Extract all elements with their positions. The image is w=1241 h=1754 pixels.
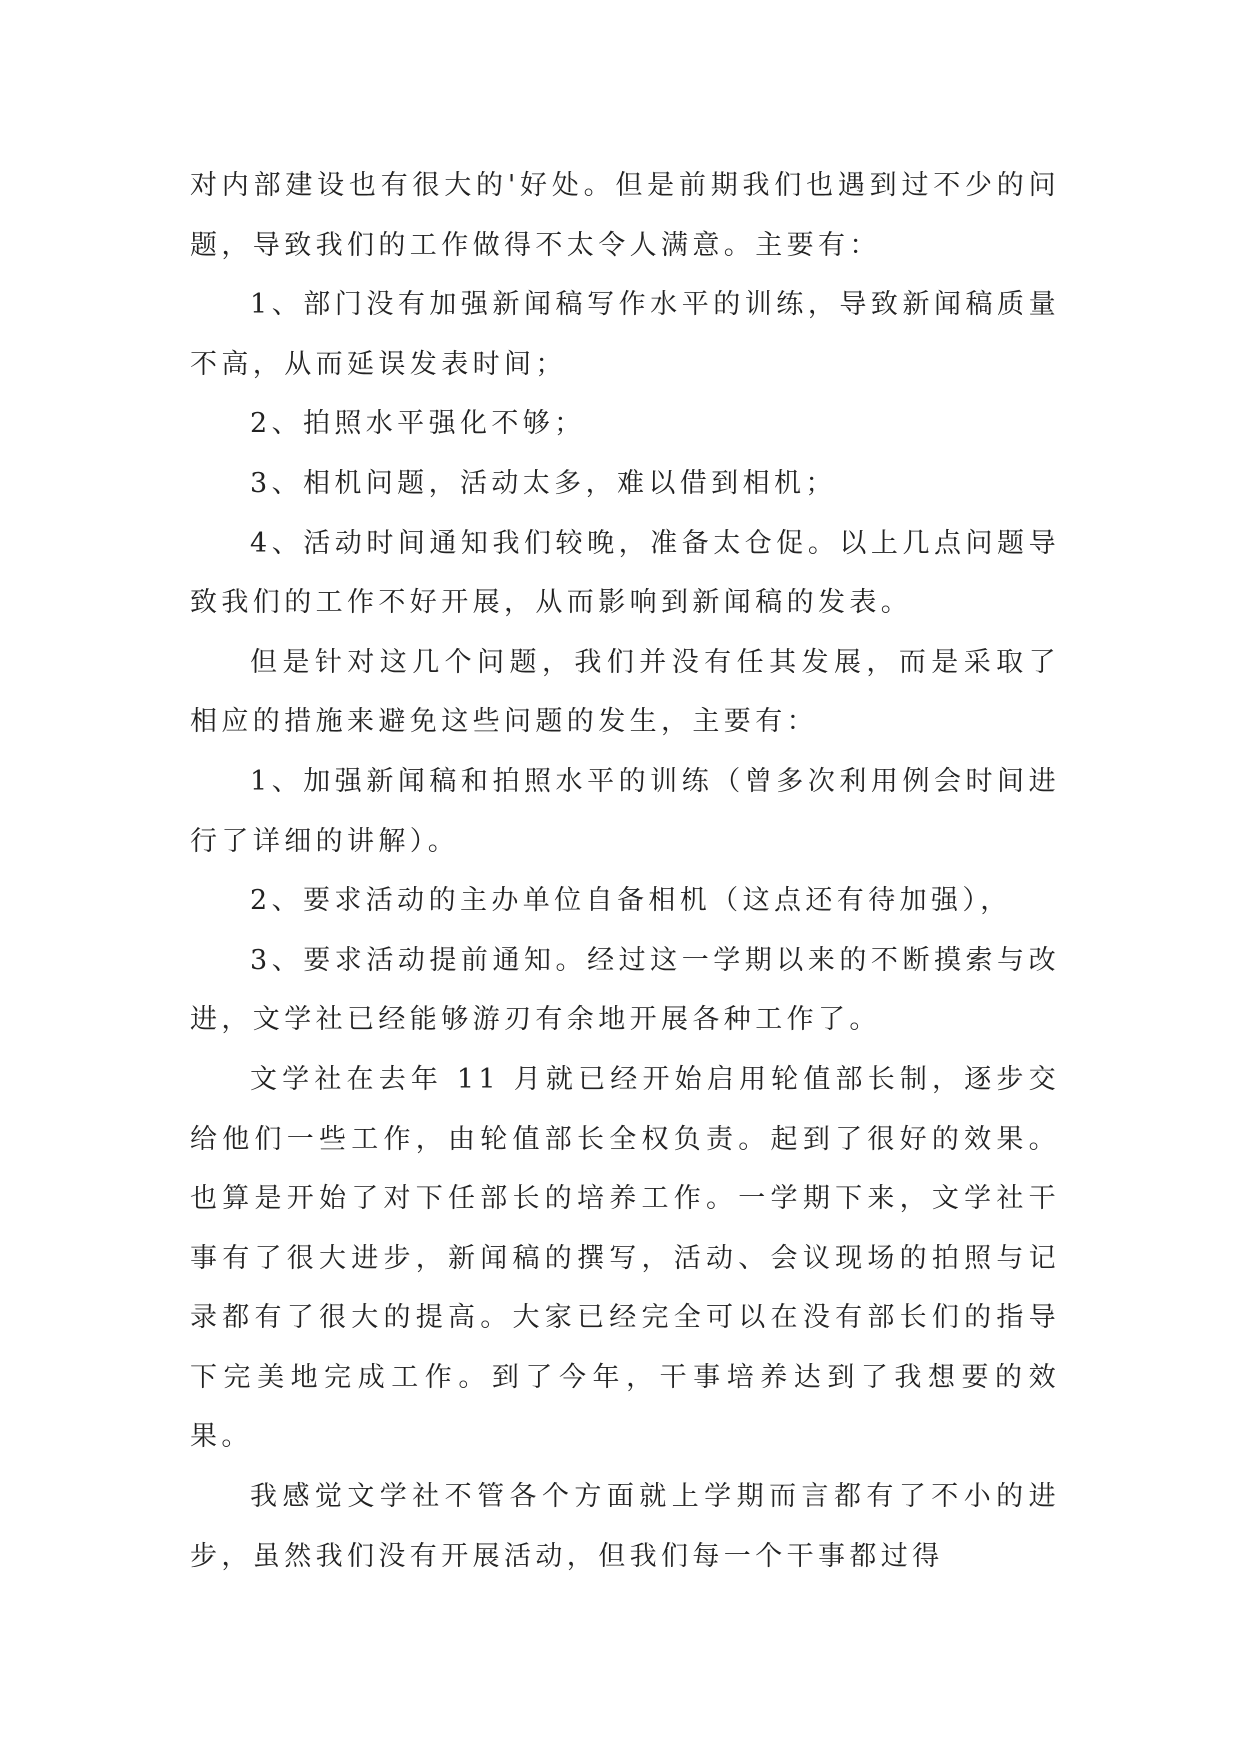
document-body [190, 156, 1060, 1586]
paragraph-8: 2、要求活动的主办单位自备相机（这点还有待加强）， [250, 885, 1012, 917]
paragraph-11: 我感觉文学社不管各个方面就上学期而言都有了不小的进步，虽然我们没有开展活动，但我们每一个干事都过得 [190, 1481, 1060, 1572]
paragraph-10: 文学社在去年 11 月就已经开始启用轮值部长制，逐步交给他们一些工作，由轮值部长全权负责。起到了很好的效果。也算是开始了对下任部长的培养工作。一学期下来，文学社干事有了很大进步，新闻稿的撰写，活动、会议现场的拍照与记录都有了很大的提高。大家已经完全可以在没有部长们的指导下完美地完成工作。到了今年，干事培养达到了我想要的效果。 [190, 1063, 1060, 1453]
paragraph-1: 对内部建设也有很大的'好处。但是前期我们也遇到过不少的问题，导致我们的工作做得不太令人满意。主要有： [190, 170, 1060, 261]
paragraph-3: 2、拍照水平强化不够； [250, 408, 586, 440]
paragraph-5: 4、活动时间通知我们较晚，准备太仓促。以上几点问题导致我们的工作不好开展，从而影响到新闻稿的发表。 [190, 527, 1060, 619]
paragraph-4: 3、相机问题，活动太多，难以借到相机； [250, 467, 837, 499]
paragraph-2: 1、部门没有加强新闻稿写作水平的训练，导致新闻稿质量不高，从而延误发表时间； [190, 289, 1060, 380]
paragraph-9: 3、要求活动提前通知。经过这一学期以来的不断摸索与改进，文学社已经能够游刃有余地开展各种工作了。 [190, 944, 1060, 1036]
paragraph-7: 1、加强新闻稿和拍照水平的训练（曾多次利用例会时间进行了详细的讲解）。 [190, 765, 1060, 857]
paragraph-6: 但是针对这几个问题，我们并没有任其发展，而是采取了相应的措施来避免这些问题的发生，主要有： [190, 646, 1060, 738]
